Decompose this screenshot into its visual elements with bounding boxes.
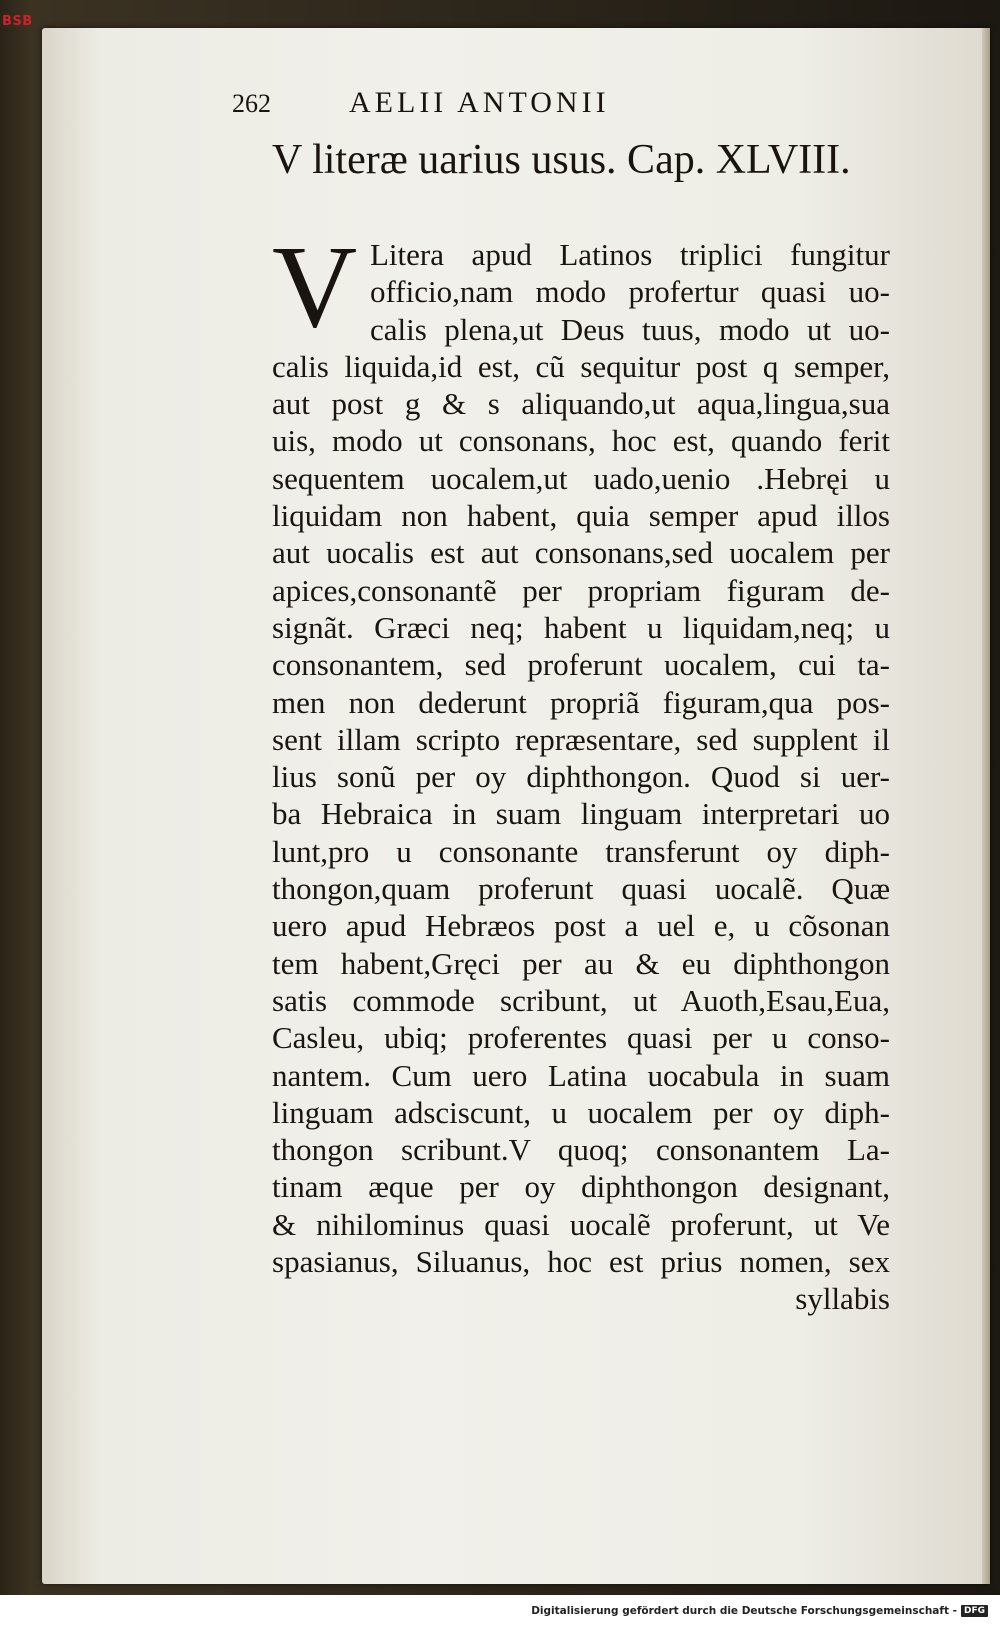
text-line: sent illam scripto repræsentare, sed supplent il [272, 721, 890, 757]
text-line: aut post g & s aliquando,ut aqua,lingua,sua [272, 386, 890, 422]
text-line: tinam æque per oy diphthongon designant, [272, 1169, 890, 1205]
body-text [272, 221, 890, 1318]
text-line: thongon scribunt.V quoq; consonantem La- [272, 1132, 890, 1168]
text-line: thongon,quam proferunt quasi uocalẽ. Quæ [272, 871, 890, 907]
digitization-footer [0, 1595, 1000, 1626]
text-line: lius sonũ per oy diphthongon. Quod si uer- [272, 759, 890, 795]
text-line: linguam adsciscunt, u uocalem per oy diph- [272, 1094, 890, 1130]
catchword: syllabis [795, 1281, 890, 1317]
text-line: aut uocalis est aut consonans,sed uocalem per [272, 535, 890, 571]
text-line: sequentem uocalem,ut uado,uenio .Hebręi u [272, 460, 890, 496]
text-line: & nihilominus quasi uocalẽ proferunt, ut Ve [272, 1206, 890, 1242]
text-line: uero apud Hebræos post a uel e, u cõsonan [272, 908, 890, 944]
text-line: tem habent,Gręci per au & eu diphthongon [272, 945, 890, 981]
text-line: apices,consonantẽ per propriam figuram de- [272, 572, 890, 608]
page-number: 262 [232, 89, 271, 118]
chapter-title: V literæ uarius usus. Cap. XLVIII. [272, 137, 851, 183]
dfg-logo-icon: DFG [961, 1605, 988, 1617]
text-line: calis liquida,id est, cũ sequitur post q semper, [272, 348, 890, 384]
text-line: officio,nam modo profertur quasi uo- [370, 274, 890, 310]
page-header [232, 86, 752, 120]
text-line: men non dederunt propriã figuram,qua pos- [272, 684, 890, 720]
text-line: nantem. Cum uero Latina uocabula in suam [272, 1057, 890, 1093]
text-line: satis commode scribunt, ut Auoth,Esau,Eua, [272, 982, 890, 1018]
running-head: AELII ANTONII [349, 86, 610, 119]
text-line: Litera apud Latinos triplici fungitur [370, 237, 890, 272]
text-line: spasianus, Siluanus, hoc est prius nomen, sex [272, 1244, 890, 1280]
text-line: uis, modo ut consonans, hoc est, quando ferit [272, 423, 890, 459]
text-line: Casleu, ubiq; proferentes quasi per u conso- [272, 1020, 890, 1056]
library-mark: BSB [2, 14, 33, 29]
page-edge [982, 28, 990, 1584]
text-line: consonantem, sed proferunt uocalem, cui ta- [272, 647, 890, 683]
text-line: calis plena,ut Deus tuus, modo ut uo- [370, 311, 890, 347]
drop-cap: V [272, 221, 358, 352]
text-line: signãt. Græci neq; habent u liquidam,neq; u [272, 609, 890, 645]
text-line: liquidam non habent, quia semper apud illos [272, 498, 890, 534]
text-line: ba Hebraica in suam linguam interpretari uo [272, 796, 890, 832]
text-line: lunt,pro u consonante transferunt oy diph- [272, 833, 890, 869]
funding-credit: Digitalisierung gefördert durch die Deutsche Forschungsgemeinschaft - [531, 1604, 957, 1617]
